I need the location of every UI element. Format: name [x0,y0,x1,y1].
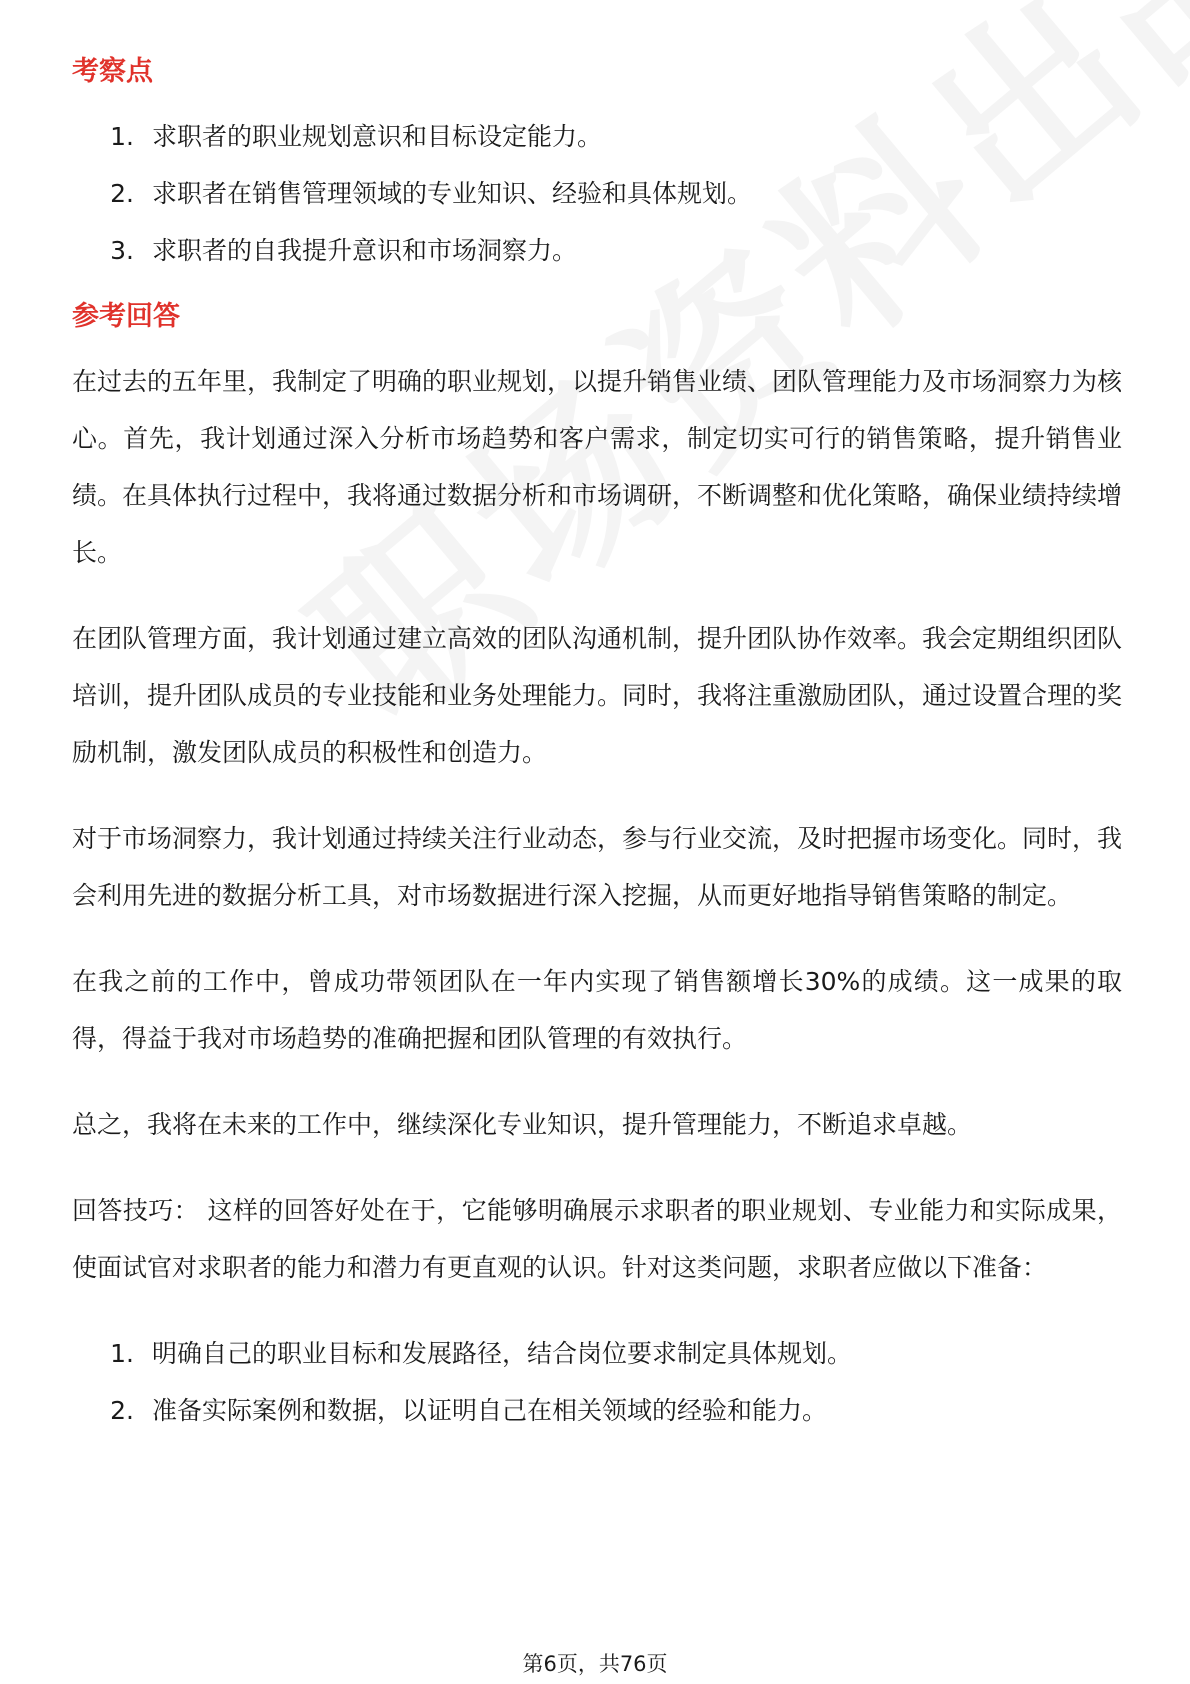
page-content [72,48,1122,1439]
answer-paragraph: 在我之前的工作中，曾成功带领团队在一年内实现了销售额增长30%的成绩。这一成果的取得，得益于我对市场趋势的准确把握和团队管理的有效执行。 [72,967,1122,1053]
answer-tips-paragraph: 回答技巧： 这样的回答好处在于，它能够明确展示求职者的职业规划、专业能力和实际成果，使面试官对求职者的能力和潜力有更直观的认识。针对这类问题，求职者应做以下准备： [72,1196,1122,1282]
key-points-list [72,108,1122,279]
answer-paragraph: 在过去的五年里，我制定了明确的职业规划，以提升销售业绩、团队管理能力及市场洞察力为核心。首先，我计划通过深入分析市场趋势和客户需求，制定切实可行的销售策略，提升销售业绩。在具体执行过程中，我将通过数据分析和市场调研，不断调整和优化策略，确保业绩持续增长。 [72,367,1123,567]
section-heading-key-points: 考察点 [72,56,153,87]
list-item-text: 求职者的职业规划意识和目标设定能力。 [152,122,603,151]
section-heading-reference-answer: 参考回答 [72,301,180,332]
answer-paragraph: 在团队管理方面，我计划通过建立高效的团队沟通机制，提升团队协作效率。我会定期组织团队培训，提升团队成员的专业技能和业务处理能力。同时，我将注重激励团队，通过设置合理的奖励机制，激发团队成员的积极性和创造力。 [72,624,1123,767]
list-number: 2. [110,179,134,208]
list-item-text: 求职者的自我提升意识和市场洞察力。 [152,236,578,265]
list-number: 1. [110,122,134,151]
answer-paragraph: 总之，我将在未来的工作中，继续深化专业知识，提升管理能力，不断追求卓越。 [72,1110,973,1139]
tips-list [72,1325,1122,1439]
list-item [72,1325,1122,1382]
list-number: 2. [110,1396,134,1425]
list-item [72,222,1122,279]
list-item [72,165,1122,222]
list-item-text: 求职者在销售管理领域的专业知识、经验和具体规划。 [152,179,753,208]
answer-paragraph: 对于市场洞察力，我计划通过持续关注行业动态，参与行业交流，及时把握市场变化。同时，我会利用先进的数据分析工具，对市场数据进行深入挖掘，从而更好地指导销售策略的制定。 [72,824,1123,910]
list-item-text: 准备实际案例和数据，以证明自己在相关领域的经验和能力。 [152,1396,828,1425]
list-number: 3. [110,236,134,265]
list-item-text: 明确自己的职业目标和发展路径，结合岗位要求制定具体规划。 [152,1339,853,1368]
page-number: 第6页，共76页 [522,1652,668,1676]
list-item [72,108,1122,165]
list-number: 1. [110,1339,134,1368]
list-item [72,1382,1122,1439]
